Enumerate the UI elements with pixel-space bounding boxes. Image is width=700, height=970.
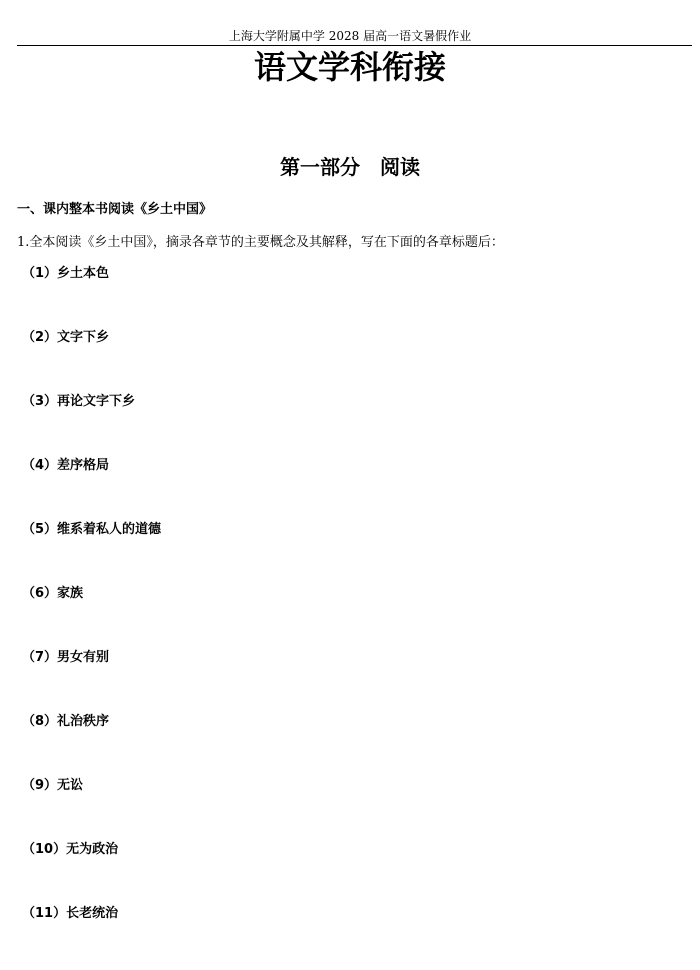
chapter-item: （8）礼治秩序 xyxy=(22,714,110,729)
chapter-item: （4）差序格局 xyxy=(22,458,110,473)
page-header: 上海大学附属中学 2028 届高一语文暑假作业 xyxy=(228,29,472,43)
chapter-item: （1）乡土本色 xyxy=(22,266,110,281)
chapter-list xyxy=(22,266,161,970)
chapter-item: （9）无讼 xyxy=(22,778,84,793)
question-text: 1.全本阅读《乡土中国》，摘录各章节的主要概念及其解释，写在下面的各章标题后： xyxy=(17,235,504,250)
chapter-item: （3）再论文字下乡 xyxy=(22,394,136,409)
part-title: 第一部分 阅读 xyxy=(280,155,420,179)
chapter-item: （5）维系着私人的道德 xyxy=(22,522,162,537)
header-divider xyxy=(17,45,692,46)
chapter-item: （7）男女有别 xyxy=(22,650,110,665)
chapter-item: （6）家族 xyxy=(22,586,84,601)
document-title: 语文学科衔接 xyxy=(253,48,446,86)
chapter-item: （11）长老统治 xyxy=(22,906,119,921)
section-heading: 一、课内整本书阅读《乡土中国》 xyxy=(17,202,213,217)
chapter-item: （2）文字下乡 xyxy=(22,330,110,345)
chapter-item: （10）无为政治 xyxy=(22,842,119,857)
